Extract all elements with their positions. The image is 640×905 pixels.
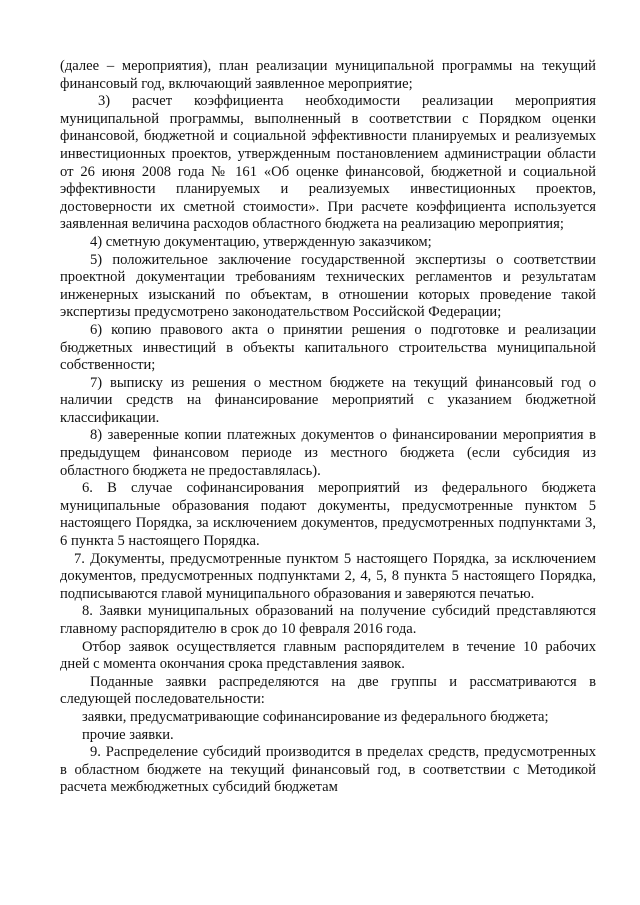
paragraph-item-8: 8) заверенные копии платежных документов о финансировании мероприятия в предыдущем финансовом периоде из местного бюджета (если субсидия из областного бюджета не предоставлялась). bbox=[60, 427, 596, 479]
document-page bbox=[60, 58, 596, 797]
list-item-other: прочие заявки. bbox=[82, 726, 174, 743]
paragraph-item-6: 6) копию правового акта о принятии решения о подготовке и реализации бюджетных инвестиций в объекты капитального строительства муниципальной собственности; bbox=[60, 321, 596, 374]
paragraph-item-7: 7) выписку из решения о местном бюджете на текущий финансовый год о наличии средств на финансирование мероприятий с указанием бюджетной классификации. bbox=[60, 374, 596, 426]
paragraph-selection: Отбор заявок осуществляется главным распорядителем в течение 10 рабочих дней с момента окончания срока представления заявок. bbox=[60, 638, 596, 673]
paragraph-item-3: 3) расчет коэффициента необходимости реализации мероприятия муниципальной программы, выполненный в соответствии с Порядком оценки финансовой, бюджетной и социальной эффективности планируемых и реализуемых инвестиционных проектов, утвержденным постановлением администрации области от 26 июня 2008 года № 161 «Об оценке финансовой, бюджетной и социальной эффективности планируемых и реализуемых инвестиционных проектов, достоверности их сметной стоимости». При расчете коэффициента используется заявленная величина расходов областного бюджета на реализацию мероприятия; bbox=[60, 93, 596, 233]
paragraph-groups: Поданные заявки распределяются на две группы и рассматриваются в следующей последовательности: bbox=[60, 673, 596, 708]
paragraph-item-5: 5) положительное заключение государственной экспертизы о соответствии проектной документации требованиям технических регламентов и результатам инженерных изысканий по объектам, в отношении которых проведение такой экспертизы предусмотрено законодательством Российской Федерации; bbox=[60, 251, 596, 321]
paragraph-point-8: 8. Заявки муниципальных образований на получение субсидий представляются главному распорядителю в срок до 10 февраля 2016 года. bbox=[60, 603, 596, 637]
paragraph-continuation: (далее – мероприятия), план реализации муниципальной программы на текущий финансовый год, включающий заявленное мероприятие; bbox=[60, 58, 596, 92]
paragraph-point-7: 7. Документы, предусмотренные пунктом 5 настоящего Порядка, за исключением документов, предусмотренных подпунктами 2, 4, 5, 8 пункта 5 настоящего Порядка, подписываются главой муниципального образования и заверяются печатью. bbox=[60, 550, 596, 602]
paragraph-point-9: 9. Распределение субсидий производится в пределах средств, предусмотренных в областном бюджете на текущий финансовый год, в соответствии с Методикой расчета межбюджетных субсидий бюджетам bbox=[60, 744, 596, 796]
paragraph-point-6: 6. В случае софинансирования мероприятий из федерального бюджета муниципальные образования подают документы, предусмотренные пунктом 5 настоящего Порядка, за исключением документов, предусмотренных подпунктами 3, 6 пункта 5 настоящего Порядка. bbox=[60, 480, 596, 550]
paragraph-item-4: 4) сметную документацию, утвержденную заказчиком; bbox=[90, 233, 432, 250]
list-item-federal: заявки, предусматривающие софинансирование из федерального бюджета; bbox=[82, 708, 549, 725]
